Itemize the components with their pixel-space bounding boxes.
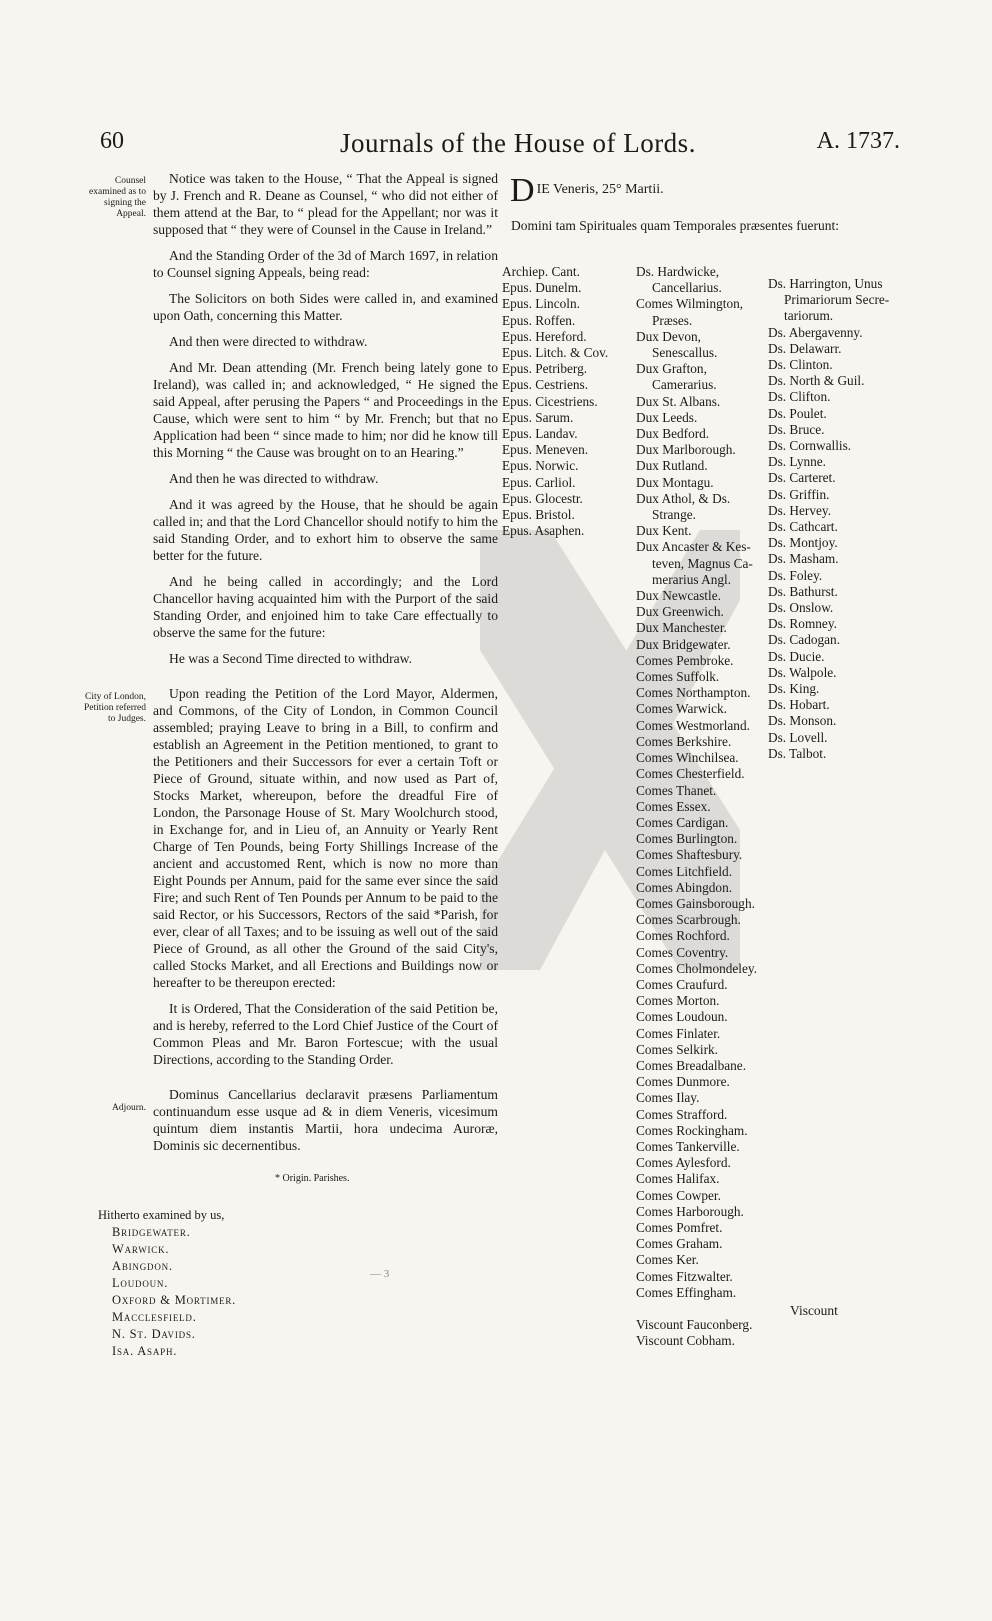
- attendee-name: Epus. Meneven.: [502, 442, 589, 458]
- attendee-name: Strange.: [652, 507, 696, 523]
- session-heading: [510, 172, 664, 210]
- attendee-name: Comes Abingdon.: [636, 879, 733, 895]
- attendee-name: Comes Burlington.: [636, 831, 738, 847]
- attendee-name: Comes Cowper.: [636, 1187, 721, 1203]
- attendee-name: Ds. Cathcart.: [768, 519, 838, 535]
- attendee-name: Comes Tankerville.: [636, 1138, 740, 1154]
- attendee-name: Ds. Abergavenny.: [768, 324, 863, 340]
- attendee-name: Epus. Roffen.: [502, 312, 576, 328]
- session-date: IE Veneris, 25° Martii.: [536, 182, 664, 197]
- paragraph: He was a Second Time directed to withdraw.: [169, 651, 413, 666]
- attendee-name: Comes Essex.: [636, 798, 711, 814]
- attendee-name: Dux Leeds.: [636, 409, 698, 425]
- paragraph: And then he was directed to withdraw.: [169, 471, 379, 486]
- attendee-name: Ds. Cadogan.: [768, 632, 841, 648]
- attendee-name: Comes Gainsborough.: [636, 895, 755, 911]
- attendee-name: Ds. Hardwicke,: [636, 264, 720, 279]
- paragraph: It is Ordered, That the Consideration of the said Petition be, and is hereby, referred to the Lord Chief Justice of the Court of Common Pleas and Mr. Baron Fortescue; with the usual Directions, according to the Standing Order.: [153, 1001, 498, 1067]
- attendee-name: Dux Greenwich.: [636, 604, 724, 620]
- attendee-name: Dux Athol, & Ds.: [636, 490, 731, 506]
- attendee-name: Comes Ilay.: [636, 1090, 700, 1106]
- attendee-name: Epus. Litch. & Cov.: [502, 345, 609, 361]
- attendee-name: Comes Strafford.: [636, 1106, 728, 1122]
- attendee-name: Comes Rochford.: [636, 928, 730, 944]
- attendee-name: Comes Selkirk.: [636, 1041, 718, 1057]
- attendee-name: Ds. Foley.: [768, 567, 823, 583]
- signature: Isa. Asaph.: [112, 1344, 178, 1358]
- attendee-name: Comes Suffolk.: [636, 669, 720, 685]
- attendee-name: Ds. Cornwallis.: [768, 438, 852, 454]
- attendee-name: Dux Grafton,: [636, 361, 707, 377]
- attendee-name: Dux Marlborough.: [636, 442, 736, 458]
- attendee-name: Comes Pomfret.: [636, 1219, 723, 1235]
- year-mark: A. 1737.: [816, 128, 900, 154]
- attendee-name: Comes Coventry.: [636, 944, 729, 960]
- attendee-name: Ds. Griffin.: [768, 486, 830, 502]
- attendee-name: Ds. Bathurst.: [768, 583, 838, 599]
- signature: Warwick.: [112, 1242, 170, 1256]
- attendee-name: Ds. Bruce.: [768, 421, 825, 437]
- attendee-name: Ds. Montjoy.: [768, 535, 838, 551]
- attendee-name: Dux Bedford.: [636, 426, 710, 442]
- attendee-name: Comes Graham.: [636, 1236, 723, 1252]
- attendee-name: Comes Dunmore.: [636, 1074, 730, 1090]
- signature: Loudoun.: [112, 1276, 169, 1290]
- paragraph: And it was agreed by the House, that he should be again called in; and that the Lord Chancellor should notify to him the said Standing Order, and to exhort him to observe the same better for the future.: [153, 497, 498, 563]
- examined-heading: Hitherto examined by us,: [98, 1208, 225, 1222]
- attendee-name: Comes Warwick.: [636, 701, 728, 717]
- attendee-name: Viscount Fauconberg.: [636, 1317, 753, 1333]
- signature: Abingdon.: [112, 1259, 173, 1273]
- attendee-name: Comes Cardigan.: [636, 814, 729, 830]
- attendee-name: Comes Pembroke.: [636, 652, 734, 668]
- attendee-name: Ds. Hervey.: [768, 502, 832, 518]
- attendee-name: Ds. Onslow.: [768, 600, 834, 616]
- attendee-name: Comes Aylesford.: [636, 1155, 731, 1171]
- attendee-name: Epus. Bristol.: [502, 507, 575, 523]
- peers-column: [636, 264, 757, 1350]
- signature: Oxford & Mortimer.: [112, 1293, 237, 1307]
- attendee-name: Ds. Hobart.: [768, 697, 830, 713]
- attendee-name: Comes Ker.: [636, 1252, 699, 1268]
- attendee-name: Comes Winchilsea.: [636, 750, 739, 766]
- margin-note-counsel: Counsel examined as to signing the Appeal.: [89, 176, 146, 219]
- attendee-name: Ds. Ducie.: [768, 648, 825, 664]
- margin-note-adjourn: Adjourn.: [111, 1103, 146, 1113]
- attendee-name: Ds. Masham.: [768, 551, 839, 567]
- attendee-name: Archiep. Cant.: [502, 264, 580, 279]
- attendee-name: Ds. King.: [768, 681, 820, 697]
- attendee-name: Comes Wilmington,: [636, 296, 744, 312]
- attendee-name: Epus. Dunelm.: [502, 280, 582, 296]
- paragraph: Dominus Cancellarius declaravit præsens Parliamentum continuandum esse usque ad & in diem Veneris, vicesimum quintum diem instantis Martii, hora undecima Auroræ, Dominis sic decernentibus.: [153, 1087, 498, 1153]
- paragraph: The Solicitors on both Sides were called in, and examined upon Oath, concerning this Matter.: [153, 291, 498, 323]
- attendee-name: Ds. Lovell.: [768, 729, 828, 745]
- attendee-name: Ds. Clifton.: [768, 389, 831, 405]
- attendee-name: Ds. Lynne.: [768, 454, 826, 470]
- left-column: [153, 170, 498, 1163]
- attendee-name: Comes Westmorland.: [636, 717, 750, 733]
- attendee-name: Comes Shaftesbury.: [636, 847, 743, 863]
- attendee-name: Senescallus.: [652, 345, 718, 361]
- paragraph: And the Standing Order of the 3d of March 1697, in relation to Counsel signing Appeals, being read:: [153, 248, 498, 280]
- attendee-name: Dux Devon,: [636, 328, 701, 344]
- attendee-name: Dux Montagu.: [636, 474, 714, 490]
- attendee-name: merarius Angl.: [652, 571, 732, 587]
- attendee-name: Comes Rockingham.: [636, 1122, 748, 1138]
- attendance-heading: Domini tam Spirituales quam Temporales præsentes fuerunt:: [511, 218, 839, 233]
- attendee-name: teven, Magnus Ca-: [652, 555, 753, 571]
- attendee-name: Epus. Asaphen.: [502, 523, 585, 539]
- attendee-name: Comes Effingham.: [636, 1284, 737, 1300]
- attendee-name: Comes Breadalbane.: [636, 1057, 747, 1073]
- attendee-name: Epus. Norwic.: [502, 458, 579, 474]
- page-header: [100, 128, 900, 168]
- drop-cap: D: [510, 172, 535, 209]
- attendee-name: Comes Litchfield.: [636, 863, 733, 879]
- attendee-name: Epus. Hereford.: [502, 328, 587, 344]
- attendee-name: Comes Chesterfield.: [636, 766, 745, 782]
- attendee-name: Comes Morton.: [636, 993, 720, 1009]
- attendee-name: Primariorum Secre-: [784, 292, 890, 308]
- attendee-name: Ds. Harrington, Unus: [768, 276, 883, 291]
- page-number: 60: [100, 128, 124, 154]
- attendee-name: Comes Harborough.: [636, 1203, 744, 1219]
- attendee-name: Ds. Talbot.: [768, 745, 827, 761]
- attendee-name: Epus. Sarum.: [502, 409, 574, 425]
- attendee-name: Comes Thanet.: [636, 782, 717, 798]
- attendee-name: Epus. Cicestriens.: [502, 393, 598, 409]
- signature: Bridgewater.: [112, 1225, 191, 1239]
- attendee-name: Viscount Cobham.: [636, 1333, 735, 1349]
- attendee-name: Præses.: [652, 312, 693, 328]
- paragraph: And Mr. Dean attending (Mr. French being lately gone to Ireland), was called in; and acknowledged, “ He signed the said Appeal, after perusing the Papers “ and Proceedings in the Cause, which were sent to him “ by Mr. French; but that no Application had been “ since made to him; nor did he know till this Morning “ the Cause was brought on to an Hearing.”: [153, 360, 498, 460]
- bishops-column: [502, 264, 608, 539]
- attendee-name: Ds. Poulet.: [768, 405, 827, 421]
- attendee-name: Epus. Petriberg.: [502, 361, 588, 377]
- attendee-name: Ds. Carteret.: [768, 470, 836, 486]
- attendee-name: Epus. Landav.: [502, 426, 578, 442]
- attendee-name: Comes Loudoun.: [636, 1009, 728, 1025]
- attendee-name: Dux Rutland.: [636, 458, 708, 474]
- attendee-name: Comes Scarbrough.: [636, 912, 741, 928]
- attendee-name: Dux Kent.: [636, 523, 692, 539]
- examined-block: [98, 1207, 236, 1360]
- attendee-name: Comes Fitzwalter.: [636, 1268, 733, 1284]
- attendee-name: Dux Bridgewater.: [636, 636, 731, 652]
- attendee-name: Comes Berkshire.: [636, 733, 732, 749]
- barons-column: [768, 276, 889, 762]
- attendee-name: Epus. Lincoln.: [502, 296, 580, 312]
- attendee-name: Comes Cholmondeley.: [636, 960, 758, 976]
- signature: N. St. Davids.: [112, 1327, 196, 1341]
- attendee-name: Camerarius.: [652, 377, 717, 393]
- attendee-name: Comes Finlater.: [636, 1025, 721, 1041]
- attendee-name: Ds. North & Guil.: [768, 373, 865, 389]
- page-title: Journals of the House of Lords.: [340, 128, 696, 158]
- attendee-name: Epus. Carliol.: [502, 474, 576, 490]
- attendee-name: Dux Manchester.: [636, 620, 727, 636]
- attendee-name: Comes Northampton.: [636, 685, 751, 701]
- attendee-name: Ds. Walpole.: [768, 664, 837, 680]
- attendee-name: Dux Ancaster & Kes-: [636, 539, 751, 555]
- footnote: * Origin. Parishes.: [275, 1173, 350, 1184]
- paragraph: Upon reading the Petition of the Lord Mayor, Aldermen, and Commons, of the City of London, in Common Council assembled; praying Leave to bring in a Bill, to confirm and establish an Agreement in the Petition mentioned, to grant to the Petitioners and their Successors for ever a certain Toft or Piece of Ground, situate within, and now used as Part of, Stocks Market, whereupon, before the dreadful Fire of London, the Parsonage House of St. Mary Woolchurch stood, in Exchange for, and in Lieu of, an Annuity or Yearly Rent Charge of Ten Pounds, being Forty Shillings Increase of the ancient and accustomed Rent, which is now no more than Eight Pounds per Annum, paid for the same ever since the said Fire; and such Rent of Ten Pounds per Annum to be paid to the said Rector, or his Successors, Rectors of the said *Parish, for ever, clear of all Taxes; and to be issuing as well out of the said Piece of Ground, as all other the Ground of the said City's, called Stocks Market, and all Erections and Buildings now or hereafter to be thereupon erected:: [153, 686, 498, 990]
- attendee-name: Comes Halifax.: [636, 1171, 720, 1187]
- attendee-name: Ds. Clinton.: [768, 357, 833, 373]
- attendee-name: Ds. Romney.: [768, 616, 837, 632]
- attendee-name: Dux St. Albans.: [636, 393, 721, 409]
- signature: Macclesfield.: [112, 1310, 197, 1324]
- attendee-name: Dux Newcastle.: [636, 588, 721, 604]
- paragraph: And then were directed to withdraw.: [169, 334, 368, 349]
- attendee-name: Cancellarius.: [652, 280, 722, 296]
- attendee-name: Ds. Delawarr.: [768, 340, 842, 356]
- attendee-name: Epus. Glocestr.: [502, 490, 583, 506]
- attendee-name: Epus. Cestriens.: [502, 377, 589, 393]
- attendee-name: Comes Craufurd.: [636, 976, 728, 992]
- page-mark: — 3: [370, 1268, 390, 1280]
- margin-note-city: City of London, Petition referred to Judges.: [84, 692, 146, 724]
- attendee-name: tariorum.: [784, 308, 834, 324]
- paragraph: And he being called in accordingly; and the Lord Chancellor having acquainted him with the Purport of the said Standing Order, and enjoined him to take Care effectually to observe the same for the future:: [153, 574, 498, 640]
- attendee-name: Ds. Monson.: [768, 713, 837, 729]
- paragraph: Notice was taken to the House, “ That the Appeal is signed by J. French and R. Deane as Counsel, “ who did not either of them attend at the Bar, to “ plead for the Appellant; nor was it supposed that “ they were of Counsel in the Cause in Ireland.”: [153, 171, 498, 237]
- attendee-name: [636, 1301, 757, 1317]
- catchword: Viscount: [790, 1303, 838, 1318]
